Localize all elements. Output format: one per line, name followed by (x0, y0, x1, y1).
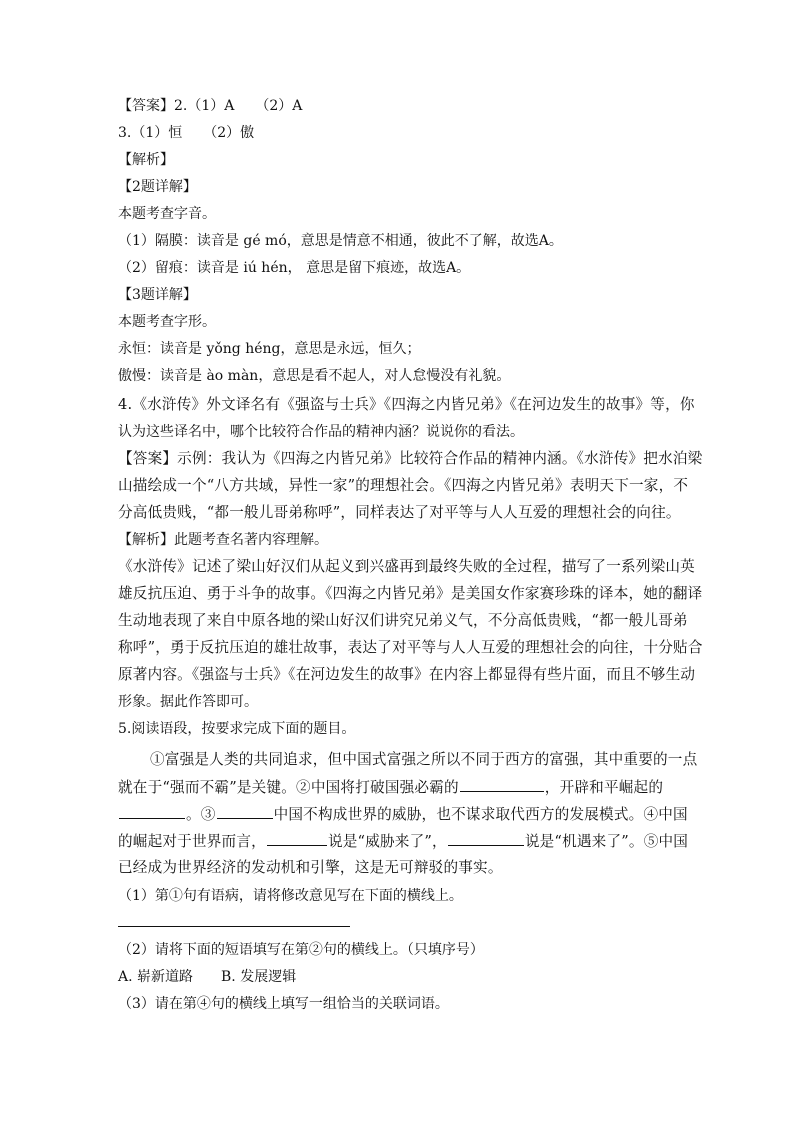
q4-analysis-line-3: 雄反抗压迫、勇于斗争的故事。《四海之内皆兄弟》是美国女作家赛珍珠的译本，她的翻译 (118, 585, 703, 602)
q5-sub-question-1: （1）第①句有语病，请将修改意见写在下面的横线上。 (118, 888, 463, 904)
q5-sub-options (118, 967, 296, 987)
fill-blank-1[interactable] (460, 777, 544, 792)
analysis-header: 【解析】 (118, 152, 174, 168)
q4-analysis-line-2: 《水浒传》记述了梁山好汉们从起义到兴盛再到最终失败的全过程，描写了一系列梁山英 (118, 558, 695, 575)
q5-passage-line-1 (150, 750, 697, 770)
q3-item-2: 傲慢：读音是 ào màn，意思是看不起人，对人怠慢没有礼貌。 (118, 368, 511, 384)
passage-text: 。③ (186, 806, 216, 823)
option-b: B. 发展逻辑 (221, 969, 297, 985)
q4-analysis-line-5: 称呼”，勇于反抗压迫的雄壮故事，表达了对平等与人人互爱的理想社会的向往，十分贴合 (118, 639, 703, 656)
passage-text: 已经成为世界经济的发动机和引擎，这是无可辩驳的事实。 (118, 859, 503, 876)
q3-intro: 本题考查字形。 (118, 314, 216, 330)
fill-blank-3[interactable] (217, 804, 273, 819)
q5-sub-question-2: （2）请将下面的短语填写在第②句的横线上。（只填序号） (118, 942, 484, 958)
q4-answer-line-1: 【答案】示例：我认为《四海之内皆兄弟》比较符合作品的精神内涵。《水浒传》把水泊梁 (118, 450, 703, 467)
fill-blank-4[interactable] (267, 831, 327, 846)
passage-text: 中国不构成世界的威胁，也不谋求取代西方的发展模式。④中国 (273, 806, 688, 823)
q5-passage-line-3 (118, 804, 688, 825)
q3-detail-header: 【3题详解】 (118, 287, 197, 303)
q5-passage-line-4 (118, 831, 688, 852)
q2-item-1: （1）隔膜：读音是 gé mó，意思是情意不相通，彼此不了解，故选A。 (118, 233, 563, 249)
passage-text: ①富强是人类的共同追求，但中国式富强之所以不同于西方的富强，其中重要的一点 (150, 751, 698, 768)
q5-passage-line-5 (118, 858, 503, 878)
fill-blank-5[interactable] (448, 831, 524, 846)
passage-text: 说是“威胁来了”， (327, 833, 447, 850)
fill-blank-2[interactable] (119, 804, 185, 819)
answer-q3: 3.（1）恒 （2）傲 (118, 125, 255, 141)
q4-answer-line-2: 山描绘成一个“八方共域，异性一家”的理想社会。《四海之内皆兄弟》表明天下一家，不 (118, 477, 689, 494)
q2-item-2: （2）留痕：读音是 iú hén， 意思是留下痕迹，故选A。 (118, 260, 471, 276)
q4-answer-line-3: 分高低贵贱，“都一般儿哥弟称呼”，同样表达了对平等与人人互爱的理想社会的向往。 (118, 504, 681, 521)
answer-line[interactable] (118, 926, 350, 927)
q4-analysis-line-7: 形象。据此作答即可。 (118, 694, 258, 710)
q4-analysis-line-1: 【解析】此题考查名著内容理解。 (118, 532, 328, 548)
q3-item-1: 永恒：读音是 yǒng héng，意思是永远，恒久； (118, 341, 421, 357)
q5-passage-line-2 (118, 777, 663, 798)
passage-text: 就在于“强而不霸”是关键。②中国将打破国强必霸的 (118, 779, 459, 796)
passage-text: ，开辟和平崛起的 (544, 779, 664, 796)
q5-sub-question-3: （3）请在第④句的横线上填写一组恰当的关联词语。 (118, 996, 449, 1012)
q4-question-line-2: 认为这些译名中，哪个比较符合作品的精神内涵？说说你的看法。 (118, 424, 524, 440)
q4-analysis-line-4: 生动地表现了来自中原各地的梁山好汉们讲究兄弟义气，不分高低贵贱，“都一般儿哥弟 (118, 612, 688, 629)
passage-text: 的崛起对于世界而言， (118, 833, 266, 850)
passage-text: 说是“机遇来了”。⑤中国 (524, 833, 689, 850)
q2-detail-header: 【2题详解】 (118, 179, 197, 195)
q4-question-line-1: 4.《水浒传》外文译名有《强盗与士兵》《四海之内皆兄弟》《在河边发生的故事》等，你 (118, 396, 695, 413)
q4-analysis-line-6: 原著内容。《强盗与士兵》《在河边发生的故事》在内容上都显得有些片面，而且不够生动 (118, 666, 696, 683)
answer-q2: 【答案】2.（1）A （2）A (118, 98, 303, 114)
q2-intro: 本题考查字音。 (118, 206, 216, 222)
q5-question: 5.阅读语段，按要求完成下面的题目。 (118, 721, 356, 737)
option-a: A. 崭新道路 (118, 969, 194, 985)
